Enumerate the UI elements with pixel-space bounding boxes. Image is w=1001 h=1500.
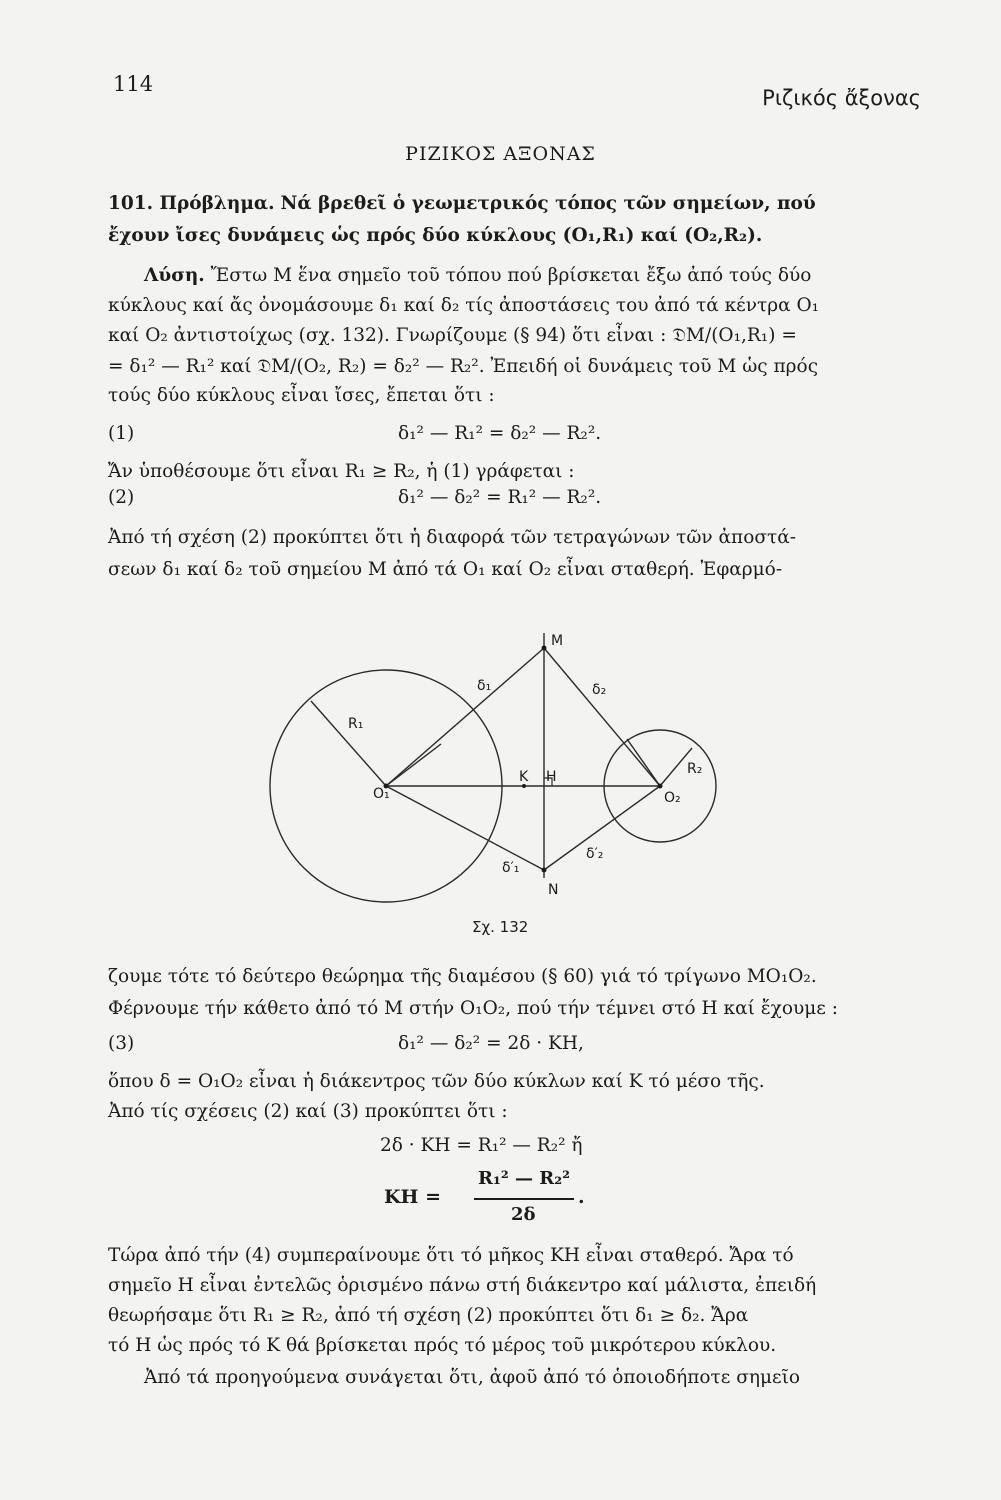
equation-3-body: δ₁² — δ₂² = 2δ · KH, (398, 1033, 584, 1054)
equation-3-number: (3) (108, 1033, 135, 1054)
point-m (542, 646, 547, 651)
solution-line-3: καί O₂ ἀντιστοίχως (σχ. 132). Γνωρίζουμε (§ 94) ὅτι εἶναι : 𝔇M/(O₁,R₁) = (108, 325, 797, 346)
label-d1: δ₁ (477, 678, 492, 694)
label-n: N (548, 882, 559, 898)
page-number: 114 (113, 72, 154, 96)
solution-text-1: Ἔστω M ἕνα σημεῖο τοῦ τόπου πού βρίσκεται ἔξω ἀπό τούς δύο (210, 265, 812, 286)
solution-line-4: = δ₁² — R₁² καί 𝔇M/(O₂, R₂) = δ₂² — R₂². Ἐπειδή οἱ δυνάμεις τοῦ M ὡς πρός (108, 356, 819, 377)
tangent-o1 (386, 744, 441, 786)
segment-d1 (386, 648, 544, 786)
continuation-line-5: Τώρα ἀπό τήν (4) συμπεραίνουμε ὅτι τό μῆκος KH εἶναι σταθερό. Ἄρα τό (108, 1245, 794, 1266)
equation-4-period: . (578, 1186, 585, 1208)
radius-r1 (311, 701, 386, 786)
problem-text-1: Νά βρεθεῖ ὁ γεωμετρικός τόπος τῶν σημείων, πού (280, 193, 816, 214)
label-d1-prime: δ′₁ (502, 860, 520, 876)
solution-line-2: κύκλους καί ἄς ὀνομάσουμε δ₁ καί δ₂ τίς ἀποστάσεις του ἀπό τά κέντρα O₁ (108, 295, 820, 316)
tangent-o2 (627, 739, 660, 786)
equation-2-number: (2) (108, 487, 135, 508)
continuation-line-7: θεωρήσαμε ὅτι R₁ ≥ R₂, ἀπό τή σχέση (2) προκύπτει ὅτι δ₁ ≥ δ₂. Ἄρα (108, 1305, 749, 1326)
equation-2-body: δ₁² — δ₂² = R₁² — R₂². (398, 487, 602, 508)
continuation-line-4: Ἀπό τίς σχέσεις (2) καί (3) προκύπτει ὅτι : (108, 1101, 508, 1122)
solution-line-8: σεων δ₁ καί δ₂ τοῦ σημείου M ἀπό τά O₁ καί O₂ εἶναι σταθερή. Ἐφαρμό- (108, 559, 783, 580)
solution-line-7: Ἀπό τή σχέση (2) προκύπτει ὅτι ἡ διαφορά τῶν τετραγώνων τῶν ἀποστά- (108, 527, 796, 548)
label-h: H (546, 769, 557, 785)
continuation-line-1: ζουμε τότε τό δεύτερο θεώρημα τῆς διαμέσου (§ 60) γιά τό τρίγωνο MO₁O₂. (108, 966, 817, 987)
continuation-line-8: τό H ὡς πρός τό K θά βρίσκεται πρός τό μέρος τοῦ μικρότερου κύκλου. (108, 1335, 777, 1356)
equation-4-lhs: KH = (384, 1186, 441, 1208)
section-title: ΡΙΖΙΚΟΣ ΑΞΟΝΑΣ (405, 143, 596, 165)
problem-label: 101. Πρόβλημα. (108, 193, 275, 214)
point-o2 (658, 784, 663, 789)
continuation-line-2: Φέρνουμε τήν κάθετο ἀπό τό M στήν O₁O₂, πού τήν τέμνει στό H καί ἔχουμε : (108, 998, 838, 1019)
equation-1-body: δ₁² — R₁² = δ₂² — R₂². (398, 423, 602, 444)
label-r2: R₂ (687, 761, 703, 777)
label-o2: O₂ (664, 790, 681, 806)
segment-d2 (544, 648, 660, 786)
segment-d1-prime (386, 786, 544, 870)
label-d2: δ₂ (592, 682, 607, 698)
equation-4-numerator: R₁² — R₂² (478, 1168, 570, 1189)
label-o1: O₁ (373, 786, 390, 802)
fraction-bar (474, 1198, 574, 1200)
label-d2-prime: δ′₂ (586, 846, 604, 862)
equation-4-denominator: 2δ (511, 1204, 536, 1225)
label-m: M (551, 633, 564, 649)
solution-line-5: τούς δύο κύκλους εἶναι ἴσες, ἔπεται ὅτι : (108, 385, 495, 406)
figure-caption: Σχ. 132 (472, 918, 529, 936)
running-title: Ριζικός ἄξονας (762, 86, 921, 110)
equation-1-number: (1) (108, 423, 135, 444)
solution-label: Λύση. (144, 265, 205, 286)
label-r1: R₁ (348, 716, 364, 732)
continuation-line-6: σημεῖο H εἶναι ἐντελῶς ὁρισμένο πάνω στή διάκεντρο καί μάλιστα, ἐπειδή (108, 1275, 817, 1296)
problem-line-2: ἔχουν ἴσες δυνάμεις ὡς πρός δύο κύκλους (O₁,R₁) καί (O₂,R₂). (108, 225, 763, 246)
continuation-line-3: ὅπου δ = O₁O₂ εἶναι ἡ διάκεντρος τῶν δύο κύκλων καί K τό μέσο τῆς. (108, 1071, 765, 1092)
equation-4a-body: 2δ · KH = R₁² — R₂² ἤ (380, 1135, 583, 1156)
point-n (542, 868, 547, 873)
label-k: K (519, 769, 529, 785)
solution-line-6: Ἄν ὑποθέσουμε ὅτι εἶναι R₁ ≥ R₂, ἡ (1) γράφεται : (108, 461, 575, 482)
continuation-line-9: Ἀπό τά προηγούμενα συνάγεται ὅτι, ἀφοῦ ἀπό τό ὁποιοδήποτε σημεῖο (144, 1367, 800, 1388)
